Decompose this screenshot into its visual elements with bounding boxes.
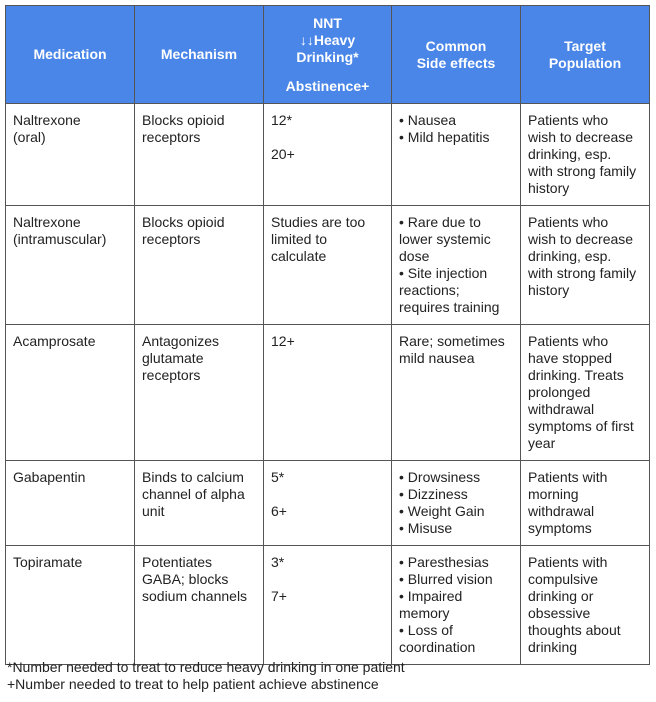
header-target: Target Population <box>521 6 650 104</box>
cell-nnt <box>264 461 392 546</box>
nnt-abstinence-value: 7+ <box>271 588 287 604</box>
cell-nnt <box>264 546 392 665</box>
cell-side-effects: • Nausea • Mild hepatitis <box>392 104 521 206</box>
table-row <box>6 461 650 546</box>
nnt-heavy-value: 12+ <box>271 333 295 349</box>
nnt-abstinence-value: 6+ <box>271 503 287 519</box>
cell-target-population: Patients with compulsive drinking or obsessive thoughts about drinking <box>521 546 650 665</box>
header-mechanism: Mechanism <box>135 6 264 104</box>
cell-side-effects: • Rare due to lower systemic dose • Site injection reactions; requires training <box>392 206 521 325</box>
header-side-effects: Common Side effects <box>392 6 521 104</box>
cell-target-population: Patients who wish to decrease drinking, esp. with strong family history <box>521 206 650 325</box>
cell-nnt <box>264 104 392 206</box>
cell-target-population: Patients who have stopped drinking. Treats prolonged withdrawal symptoms of first year <box>521 325 650 461</box>
nnt-heavy-value: 3* <box>271 554 285 570</box>
header-nnt-bottom: Abstinence+ <box>285 77 370 94</box>
cell-mechanism: Blocks opioid receptors <box>135 206 264 325</box>
footnotes <box>7 659 405 693</box>
nnt-heavy-value: Studies are too limited to calculate <box>271 214 366 264</box>
cell-mechanism: Binds to calcium channel of alpha unit <box>135 461 264 546</box>
cell-target-population: Patients with morning withdrawal symptoms <box>521 461 650 546</box>
cell-medication: Acamprosate <box>6 325 135 461</box>
cell-mechanism: Potentiates GABA; blocks sodium channels <box>135 546 264 665</box>
footnote-nnt-heavy: *Number needed to treat to reduce heavy drinking in one patient <box>7 659 405 675</box>
cell-mechanism: Blocks opioid receptors <box>135 104 264 206</box>
table-row <box>6 206 650 325</box>
nnt-heavy-value: 12* <box>271 112 293 128</box>
cell-medication: Naltrexone (intramuscular) <box>6 206 135 325</box>
footnote-nnt-abstinence: +Number needed to treat to help patient achieve abstinence <box>7 676 379 692</box>
cell-mechanism: Antagonizes glutamate receptors <box>135 325 264 461</box>
nnt-abstinence-value: 20+ <box>271 146 295 162</box>
header-nnt <box>264 6 392 104</box>
cell-medication: Naltrexone (oral) <box>6 104 135 206</box>
header-nnt-top: NNT ↓↓Heavy Drinking* <box>296 14 359 65</box>
cell-nnt <box>264 206 392 325</box>
header-row <box>6 6 650 104</box>
cell-medication: Topiramate <box>6 546 135 665</box>
cell-target-population: Patients who wish to decrease drinking, esp. with strong family history <box>521 104 650 206</box>
cell-nnt <box>264 325 392 461</box>
table-row <box>6 546 650 665</box>
cell-side-effects: • Drowsiness • Dizziness • Weight Gain • Misuse <box>392 461 521 546</box>
cell-medication: Gabapentin <box>6 461 135 546</box>
table-row <box>6 325 650 461</box>
cell-side-effects: Rare; sometimes mild nausea <box>392 325 521 461</box>
cell-side-effects: • Paresthesias • Blurred vision • Impaired memory • Loss of coordination <box>392 546 521 665</box>
medication-table <box>5 5 650 665</box>
table-row <box>6 104 650 206</box>
nnt-heavy-value: 5* <box>271 469 285 485</box>
header-medication: Medication <box>6 6 135 104</box>
